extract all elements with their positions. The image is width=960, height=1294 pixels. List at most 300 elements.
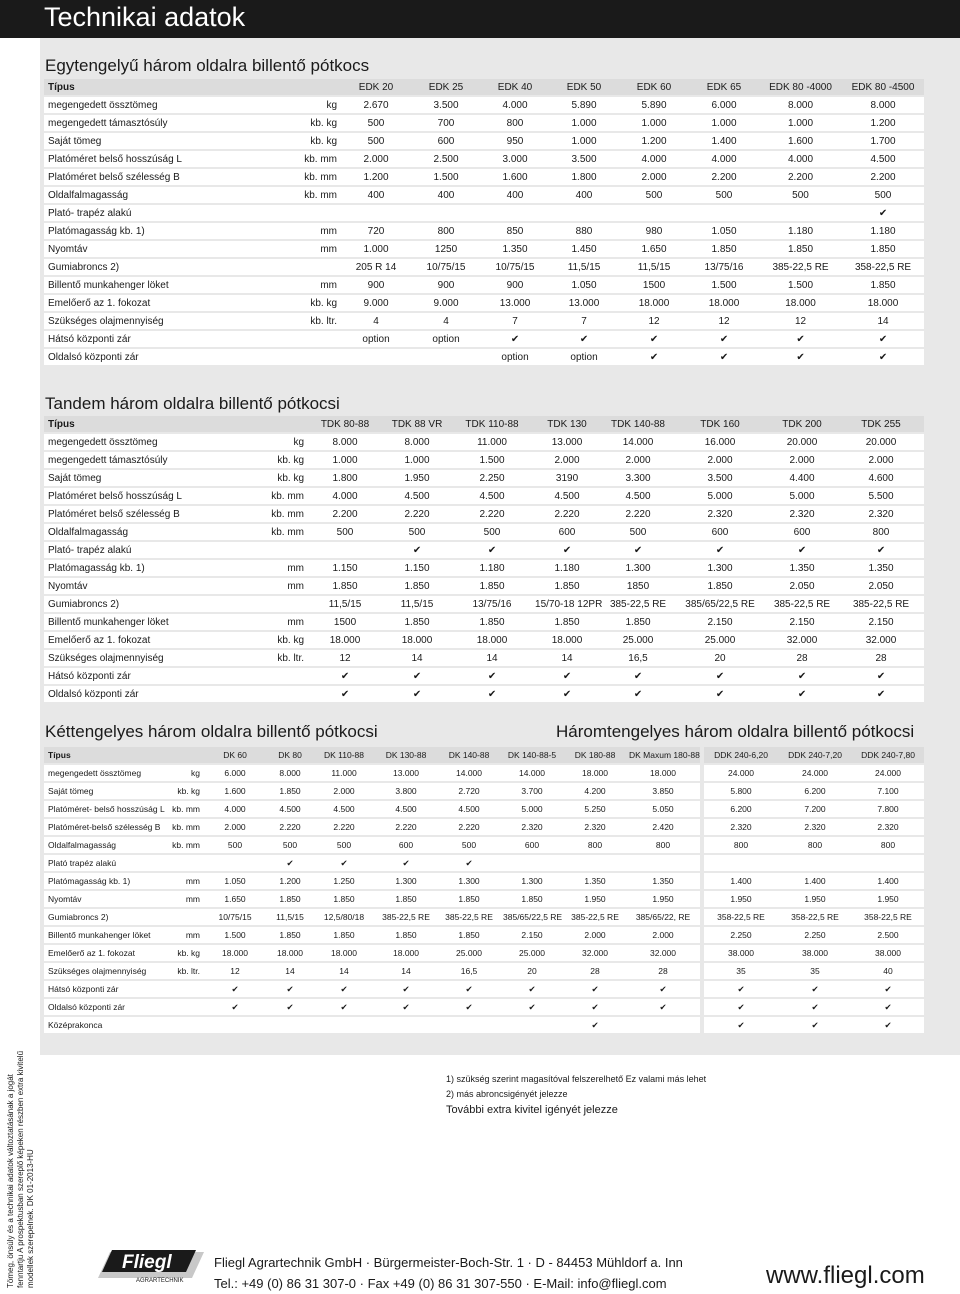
row-unit [228, 686, 308, 702]
table-cell: ✔ [674, 686, 766, 702]
table-cell: 24.000 [704, 765, 778, 781]
table-cell: 9.000 [411, 295, 481, 311]
table-cell: 3.800 [374, 783, 438, 799]
spec-table-two-axle [44, 745, 700, 1035]
model-name: EDK 80 -4000 [759, 79, 842, 95]
row-unit: kb. mm [244, 187, 341, 203]
table-cell: 7 [549, 313, 619, 329]
table-cell: 400 [411, 187, 481, 203]
table-row [44, 632, 924, 648]
table-cell: 500 [689, 187, 759, 203]
table-cell: ✔ [452, 668, 532, 684]
table-row [44, 963, 700, 979]
table-cell: 8.000 [759, 97, 842, 113]
table-cell: 1.850 [452, 614, 532, 630]
table-cell: 8.000 [266, 765, 314, 781]
table-cell: 2.000 [626, 927, 700, 943]
logo-text: Fliegl [122, 1252, 172, 1273]
table-cell: 600 [766, 524, 838, 540]
table-cell: 1.300 [374, 873, 438, 889]
row-unit: kb. mm [166, 801, 204, 817]
table-cell: 2.320 [500, 819, 564, 835]
table-cell: 16.000 [674, 434, 766, 450]
row-unit: mm [228, 560, 308, 576]
table-cell: 14 [842, 313, 924, 329]
table-cell: 11,5/15 [382, 596, 452, 612]
table-cell: ✔ [602, 542, 674, 558]
table-cell: ✔ [766, 542, 838, 558]
table-cell [266, 1017, 314, 1033]
table-cell: 1.000 [689, 115, 759, 131]
table-cell: 2.200 [689, 169, 759, 185]
table-cell [341, 349, 411, 365]
company-address: Fliegl Agrartechnik GmbH · Bürgermeister-Boch-Str. 1 · D - 84453 Mühldorf a. Inn [214, 1255, 683, 1270]
table-cell: 2.220 [266, 819, 314, 835]
table-cell: ✔ [500, 999, 564, 1015]
table-cell: 14 [374, 963, 438, 979]
row-label: Oldalsó központi zár [44, 999, 166, 1015]
table-cell: 8.000 [842, 97, 924, 113]
row-unit [228, 668, 308, 684]
row-unit: kg [228, 434, 308, 450]
table-cell: 24.000 [852, 765, 924, 781]
table-cell: 205 R 14 [341, 259, 411, 275]
table-cell: 18.000 [626, 765, 700, 781]
table-cell: 800 [411, 223, 481, 239]
table-cell: 1.350 [564, 873, 626, 889]
table-cell [852, 855, 924, 871]
table-cell: 2.320 [838, 506, 924, 522]
table-cell: 3.700 [500, 783, 564, 799]
table-row [44, 560, 924, 576]
table-cell: 1.400 [778, 873, 852, 889]
table-cell: 500 [204, 837, 266, 853]
table-cell: 358-22,5 RE [842, 259, 924, 275]
table-row [44, 331, 924, 347]
model-name: TDK 200 [766, 416, 838, 432]
table-cell: 25.000 [500, 945, 564, 961]
row-unit [166, 999, 204, 1015]
table-cell: 2.320 [674, 506, 766, 522]
table-cell: 2.200 [759, 169, 842, 185]
table-cell: 1.600 [759, 133, 842, 149]
table-cell: 1.850 [500, 891, 564, 907]
table-cell: ✔ [602, 686, 674, 702]
table-row [44, 596, 924, 612]
table-cell: ✔ [532, 668, 602, 684]
table-row [44, 927, 700, 943]
row-label: Billentő munkahenger löket [44, 614, 228, 630]
table-cell: ✔ [438, 999, 500, 1015]
table-cell: 6.000 [689, 97, 759, 113]
table-cell: 500 [341, 133, 411, 149]
table-cell: 1.000 [549, 115, 619, 131]
table-cell: 950 [481, 133, 549, 149]
table-cell: 800 [852, 837, 924, 853]
table-cell: 2.320 [766, 506, 838, 522]
row-label: Oldalfalmagasság [44, 187, 244, 203]
table-cell: 32.000 [564, 945, 626, 961]
table-cell: 2.420 [626, 819, 700, 835]
table-cell: option [549, 349, 619, 365]
table-cell: ✔ [266, 981, 314, 997]
table-header-row [44, 79, 924, 95]
table-cell: 4.500 [266, 801, 314, 817]
table-cell: 1.200 [266, 873, 314, 889]
table-cell: 13.000 [481, 295, 549, 311]
table-cell: 18.000 [452, 632, 532, 648]
row-label: Gumiabroncs 2) [44, 259, 244, 275]
row-label: Platómagasság kb. 1) [44, 560, 228, 576]
table-cell: 800 [481, 115, 549, 131]
table-cell [314, 1017, 374, 1033]
table-cell: 3.500 [411, 97, 481, 113]
row-unit: kg [166, 765, 204, 781]
table-cell: 20.000 [838, 434, 924, 450]
table-cell: ✔ [308, 668, 382, 684]
table-cell: ✔ [564, 1017, 626, 1033]
table-cell: 1.000 [308, 452, 382, 468]
table-cell: 500 [341, 115, 411, 131]
table-cell: 800 [564, 837, 626, 853]
table-cell: 1.850 [382, 578, 452, 594]
table-cell: 18.000 [564, 765, 626, 781]
table-row [44, 801, 700, 817]
table-cell: 1.850 [842, 277, 924, 293]
row-unit: kb. ltr. [228, 650, 308, 666]
type-label: Típus [44, 747, 204, 763]
table-cell: 2.200 [308, 506, 382, 522]
table-cell: 13.000 [374, 765, 438, 781]
table-cell: 4.000 [759, 151, 842, 167]
row-label: Nyomtáv [44, 241, 244, 257]
table-cell: 2.200 [842, 169, 924, 185]
row-label: Saját tömeg [44, 783, 166, 799]
model-name: EDK 60 [619, 79, 689, 95]
table-row [44, 650, 924, 666]
table-cell: ✔ [481, 331, 549, 347]
model-name: DDK 240-7,20 [778, 747, 852, 763]
table-cell: 38.000 [852, 945, 924, 961]
table-cell: 1.400 [704, 873, 778, 889]
table-row [704, 873, 924, 889]
table-cell: 12 [759, 313, 842, 329]
row-unit: kb. kg [228, 452, 308, 468]
table-cell: 1.050 [204, 873, 266, 889]
table-row [44, 819, 700, 835]
table-row [44, 873, 700, 889]
table-cell: 2.320 [564, 819, 626, 835]
table-cell: 1.180 [842, 223, 924, 239]
table-cell: 12 [308, 650, 382, 666]
table-cell: 18.000 [204, 945, 266, 961]
table-cell: 9.000 [341, 295, 411, 311]
table-cell: 3.300 [602, 470, 674, 486]
table-cell: 2.150 [838, 614, 924, 630]
type-label: Típus [44, 416, 308, 432]
table-cell: 1850 [602, 578, 674, 594]
row-label: Hátsó központi zár [44, 331, 244, 347]
fliegl-logo [96, 1244, 208, 1284]
table-cell: 14.000 [438, 765, 500, 781]
table-cell: 2.000 [532, 452, 602, 468]
table-cell: 600 [500, 837, 564, 853]
table-cell: 400 [549, 187, 619, 203]
model-name: DK 60 [204, 747, 266, 763]
table-row [44, 614, 924, 630]
table-cell: 1.600 [481, 169, 549, 185]
table-cell: 4.500 [382, 488, 452, 504]
table-cell [374, 1017, 438, 1033]
table-cell: 2.150 [500, 927, 564, 943]
table-cell: ✔ [689, 331, 759, 347]
table-cell: 1.850 [314, 927, 374, 943]
table-cell: ✔ [532, 542, 602, 558]
row-label: Oldalsó központi zár [44, 686, 228, 702]
row-label: Plató- trapéz alakú [44, 542, 228, 558]
row-unit: kb. kg [228, 632, 308, 648]
table-row [704, 801, 924, 817]
table-row [704, 999, 924, 1015]
table-cell: ✔ [759, 331, 842, 347]
table-row [44, 488, 924, 504]
section-title-single-axle: Egytengelyű három oldalra billentő pótkocs [45, 56, 370, 75]
table-row [44, 981, 700, 997]
table-cell: 500 [308, 524, 382, 540]
table-row [44, 686, 924, 702]
model-name: EDK 20 [341, 79, 411, 95]
row-unit: kb. kg [244, 133, 341, 149]
table-cell: 2.250 [704, 927, 778, 943]
row-unit [228, 542, 308, 558]
table-cell: 14 [452, 650, 532, 666]
row-unit: mm [244, 277, 341, 293]
row-label: Nyomtáv [44, 578, 228, 594]
table-cell: 2.150 [766, 614, 838, 630]
table-cell: 1.700 [842, 133, 924, 149]
table-cell: 20 [500, 963, 564, 979]
table-cell: 5.250 [564, 801, 626, 817]
table-cell: ✔ [308, 686, 382, 702]
table-row [44, 277, 924, 293]
table-row [44, 241, 924, 257]
section-title-three-axle: Háromtengelyes három oldalra billentő pótkocsi [556, 722, 915, 741]
table-cell: 2.000 [619, 169, 689, 185]
table-cell: 5.000 [766, 488, 838, 504]
table-cell: 500 [314, 837, 374, 853]
model-name: EDK 25 [411, 79, 481, 95]
row-label: Gumiabroncs 2) [44, 909, 166, 925]
table-cell: 14 [314, 963, 374, 979]
table-header-row [44, 416, 924, 432]
model-name: DK 140-88-5 [500, 747, 564, 763]
table-cell: ✔ [674, 668, 766, 684]
table-row [44, 223, 924, 239]
table-cell: 385/65/22, RE [626, 909, 700, 925]
table-row [704, 945, 924, 961]
table-cell: 35 [704, 963, 778, 979]
row-unit [166, 909, 204, 925]
table-cell: 20 [674, 650, 766, 666]
table-cell: 1.850 [689, 241, 759, 257]
table-cell [564, 855, 626, 871]
table-row [44, 259, 924, 275]
table-cell: 11,5/15 [619, 259, 689, 275]
table-cell: 4.000 [619, 151, 689, 167]
row-label: megengedett össztömeg [44, 97, 244, 113]
table-cell: 2.050 [838, 578, 924, 594]
table-cell: 1.650 [204, 891, 266, 907]
table-cell [549, 205, 619, 221]
row-label: megengedett támasztósúly [44, 452, 228, 468]
table-cell: 800 [626, 837, 700, 853]
table-row [44, 1017, 700, 1033]
table-cell: 4.500 [842, 151, 924, 167]
table-cell: 20.000 [766, 434, 838, 450]
table-cell: 25.000 [602, 632, 674, 648]
table-cell: 400 [341, 187, 411, 203]
table-cell: ✔ [602, 668, 674, 684]
page-title: Technikai adatok [44, 2, 246, 32]
table-cell: 1.850 [438, 927, 500, 943]
table-row [44, 506, 924, 522]
row-label: Platóméret belső szélesség B [44, 506, 228, 522]
table-row [704, 927, 924, 943]
table-cell: 600 [532, 524, 602, 540]
table-cell: ✔ [689, 349, 759, 365]
model-name: TDK 110-88 [452, 416, 532, 432]
row-label: Nyomtáv [44, 891, 166, 907]
table-cell: 1.050 [689, 223, 759, 239]
row-unit: kb. mm [228, 506, 308, 522]
table-cell: 2.220 [374, 819, 438, 835]
table-cell: 2.250 [778, 927, 852, 943]
row-label: Oldalfalmagasság [44, 837, 166, 853]
table-cell: 1.000 [619, 115, 689, 131]
table-cell [438, 1017, 500, 1033]
table-cell: 2.150 [674, 614, 766, 630]
table-cell: 2.220 [438, 819, 500, 835]
table-cell: ✔ [382, 686, 452, 702]
model-name: DK 130-88 [374, 747, 438, 763]
model-name: EDK 40 [481, 79, 549, 95]
model-name: DDK 240-7,80 [852, 747, 924, 763]
table-cell: 13/75/16 [452, 596, 532, 612]
table-cell: 5.000 [500, 801, 564, 817]
row-label: Emelőerő az 1. fokozat [44, 632, 228, 648]
table-cell: 2.000 [564, 927, 626, 943]
table-cell: 4.500 [438, 801, 500, 817]
table-cell: 880 [549, 223, 619, 239]
table-row [44, 115, 924, 131]
row-label: Szükséges olajmennyiség [44, 313, 244, 329]
table-row [44, 909, 700, 925]
table-row [44, 187, 924, 203]
table-cell: 2.250 [452, 470, 532, 486]
table-cell: 1.950 [852, 891, 924, 907]
table-cell: ✔ [674, 542, 766, 558]
table-cell: 7.800 [852, 801, 924, 817]
row-unit: kb. ltr. [244, 313, 341, 329]
table-cell: option [411, 331, 481, 347]
table-cell: 5.890 [619, 97, 689, 113]
table-row [44, 470, 924, 486]
table-cell: 2.220 [314, 819, 374, 835]
table-cell: 385-22,5 RE [564, 909, 626, 925]
row-label: Platóméret- belső hosszúság L [44, 801, 166, 817]
table-cell: 500 [452, 524, 532, 540]
table-cell: ✔ [838, 668, 924, 684]
row-label: Oldalfalmagasság [44, 524, 228, 540]
row-unit [244, 349, 341, 365]
table-cell: 1.850 [266, 891, 314, 907]
row-unit: kb. kg [166, 783, 204, 799]
model-name: EDK 65 [689, 79, 759, 95]
table-cell: 1.500 [759, 277, 842, 293]
table-cell: ✔ [838, 686, 924, 702]
table-cell: 2.320 [704, 819, 778, 835]
spec-table-tandem [44, 414, 924, 704]
table-header-row [44, 747, 700, 763]
row-unit: mm [166, 891, 204, 907]
table-cell: 14.000 [500, 765, 564, 781]
table-cell: 1.350 [838, 560, 924, 576]
row-unit: kb. mm [228, 524, 308, 540]
table-cell: 11,5/15 [308, 596, 382, 612]
table-cell: 32.000 [626, 945, 700, 961]
table-cell: 1.150 [308, 560, 382, 576]
table-cell: 4 [411, 313, 481, 329]
table-cell: 1.850 [374, 891, 438, 907]
model-name: TDK 88 VR [382, 416, 452, 432]
table-cell: 2.320 [852, 819, 924, 835]
table-cell: 1.850 [266, 927, 314, 943]
table-cell: 1.850 [266, 783, 314, 799]
table-cell: 850 [481, 223, 549, 239]
table-cell: 12,5/80/18 [314, 909, 374, 925]
table-cell: 32.000 [766, 632, 838, 648]
model-name: DK 110-88 [314, 747, 374, 763]
table-cell: 1.300 [602, 560, 674, 576]
table-cell: 32.000 [838, 632, 924, 648]
table-cell: ✔ [374, 999, 438, 1015]
table-cell: 500 [266, 837, 314, 853]
table-cell: 1.850 [674, 578, 766, 594]
table-cell: 2.050 [766, 578, 838, 594]
table-row [44, 349, 924, 365]
table-row [44, 295, 924, 311]
row-unit: kb. kg [228, 470, 308, 486]
table-cell: 35 [778, 963, 852, 979]
table-cell: 600 [374, 837, 438, 853]
table-cell: 12 [204, 963, 266, 979]
table-cell: 385/65/22,5 RE [500, 909, 564, 925]
table-cell: 14 [532, 650, 602, 666]
table-cell: 800 [838, 524, 924, 540]
table-cell: 18.000 [619, 295, 689, 311]
table-cell: 4.200 [564, 783, 626, 799]
table-row [704, 855, 924, 871]
table-cell: 500 [602, 524, 674, 540]
section-title-two-axle: Kéttengelyes három oldalra billentő pótkocsi [45, 722, 378, 741]
table-cell [759, 205, 842, 221]
table-row [704, 837, 924, 853]
table-cell [341, 205, 411, 221]
model-name: TDK 80-88 [308, 416, 382, 432]
table-cell [619, 205, 689, 221]
table-cell: 2.000 [766, 452, 838, 468]
row-unit [244, 259, 341, 275]
